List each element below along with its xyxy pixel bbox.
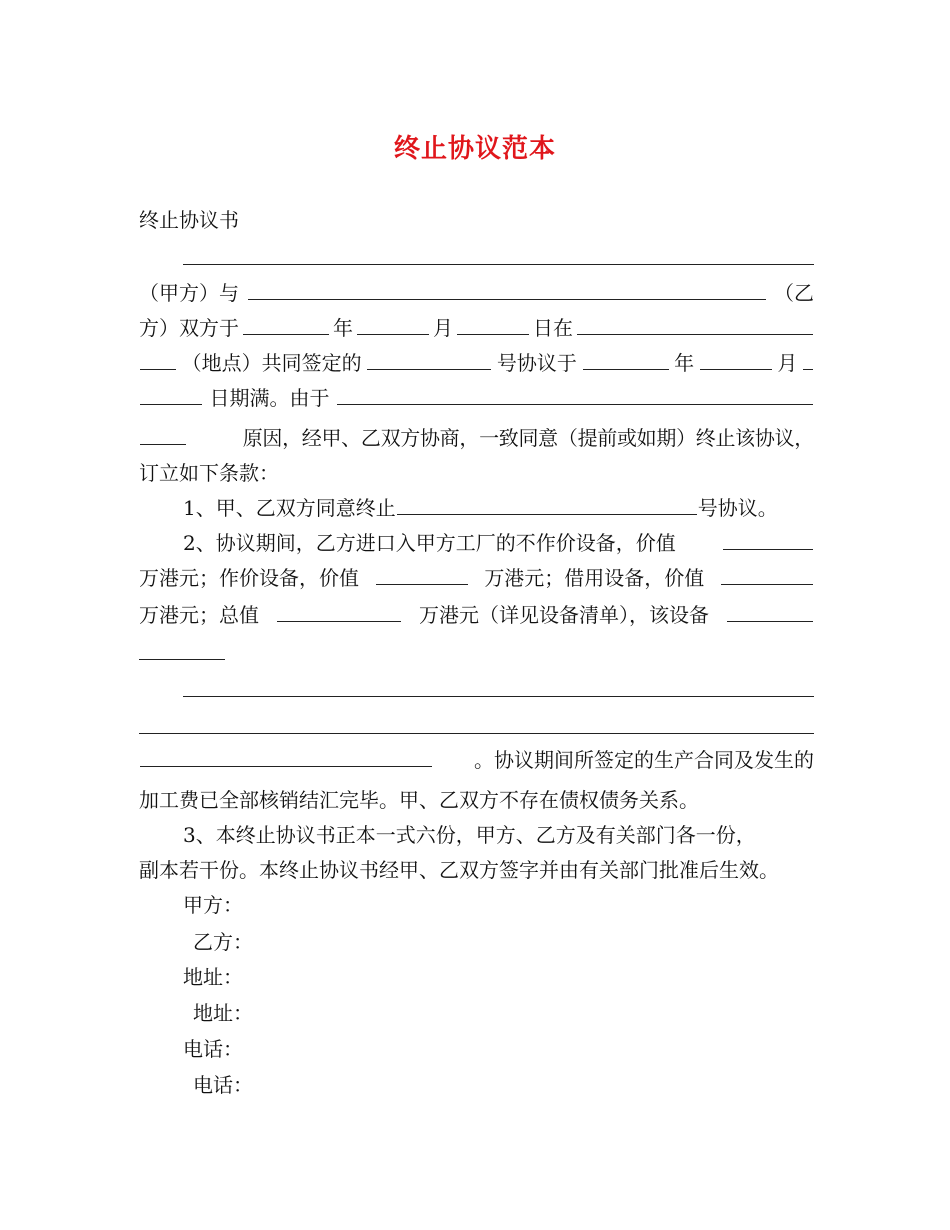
text-segment: 。协议期间所签定的生产合同及发生的	[474, 748, 814, 772]
text-segment: 原因，经甲、乙双方协商，一致同意（提前或如期）终止该协议，	[242, 426, 814, 450]
fill-in-blank	[577, 316, 813, 335]
text-line	[139, 383, 814, 413]
fill-in-blank	[700, 351, 772, 370]
text-segment: 日期满。由于	[209, 386, 330, 410]
blank-line	[139, 659, 225, 660]
text-segment: 月	[433, 316, 453, 340]
text-line: 副本若干份。本终止协议书经甲、乙双方签字并由有关部门批准后生效。	[139, 858, 779, 882]
text-segment: （乙	[774, 281, 814, 305]
text-segment: 月	[777, 351, 798, 375]
text-segment: 年	[674, 351, 695, 375]
phone-a-label: 电话：	[183, 1037, 243, 1061]
blank-line	[183, 696, 814, 697]
fill-in-blank	[140, 426, 186, 445]
text-segment: 万港元；作价设备，价值	[139, 566, 359, 590]
text-line	[139, 423, 814, 453]
phone-b-label: 电话：	[193, 1073, 253, 1097]
fill-in-blank	[337, 386, 813, 405]
text-segment: 日在	[533, 316, 573, 340]
text-line	[139, 600, 814, 630]
fill-in-blank	[367, 351, 491, 370]
text-segment: 万港元；借用设备，价值	[484, 566, 705, 590]
text-line	[139, 563, 814, 593]
fill-in-blank	[457, 316, 529, 335]
text-segment: 方）双方于	[139, 316, 239, 340]
fill-in-blank	[140, 351, 176, 370]
fill-in-blank	[140, 386, 202, 405]
text-line	[139, 313, 814, 343]
text-line: 订立如下条款：	[139, 461, 279, 485]
text-segment: 年	[333, 316, 353, 340]
fill-in-blank	[140, 748, 432, 767]
document-heading: 终止协议书	[139, 208, 239, 232]
fill-in-blank	[727, 603, 813, 622]
blank-line	[139, 733, 814, 734]
party-b-label: 乙方：	[193, 930, 253, 954]
address-a-label: 地址：	[183, 965, 243, 989]
text-segment: （地点）共同签定的	[181, 351, 362, 375]
text-line	[139, 745, 814, 775]
fill-in-blank	[583, 351, 669, 370]
address-b-label: 地址：	[193, 1001, 253, 1025]
clause-1	[183, 493, 814, 523]
text-line	[139, 278, 814, 308]
text-line: 加工费已全部核销结汇完毕。甲、乙双方不存在债权债务关系。	[139, 788, 699, 812]
fill-in-blank	[803, 351, 813, 370]
fill-in-blank	[376, 566, 468, 585]
text-segment: （甲方）与	[139, 281, 239, 305]
party-a-label: 甲方：	[183, 893, 243, 917]
clause-3: 3、本终止协议书正本一式六份，甲方、乙方及有关部门各一份，	[183, 823, 756, 847]
fill-in-blank	[243, 316, 329, 335]
clause-2	[183, 528, 814, 558]
document-title: 终止协议范本	[393, 134, 556, 164]
fill-in-blank	[248, 281, 766, 300]
text-line	[139, 348, 814, 378]
fill-in-blank	[397, 496, 697, 515]
fill-in-blank	[357, 316, 429, 335]
text-segment: 号协议于	[496, 351, 577, 375]
fill-in-blank	[723, 531, 813, 550]
fill-in-blank	[277, 603, 401, 622]
text-segment: 号协议。	[697, 496, 778, 520]
text-segment: 1、甲、乙双方同意终止	[183, 496, 396, 520]
text-segment: 2、协议期间，乙方进口入甲方工厂的不作价设备，价值	[183, 531, 676, 555]
blank-line	[183, 264, 814, 265]
fill-in-blank	[721, 566, 813, 585]
text-segment: 万港元（详见设备清单），该设备	[419, 603, 709, 627]
text-segment: 万港元；总值	[139, 603, 259, 627]
